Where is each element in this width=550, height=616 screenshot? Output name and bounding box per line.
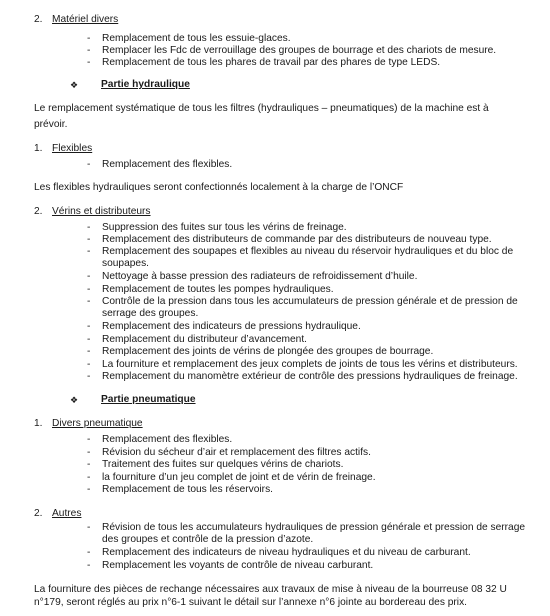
paragraph-line: Le remplacement systématique de tous les filtres (hydrauliques – pneumatiques) de la machine est à (34, 103, 489, 114)
section-heading-autres (34, 508, 82, 520)
section-number: 2. (34, 14, 43, 25)
diamond-bullet-icon: ❖ (70, 80, 79, 90)
section-title: Divers pneumatique (52, 418, 143, 429)
section-title: Autres (52, 508, 82, 519)
section-number: 2. (34, 206, 43, 217)
paragraph-line: Les flexibles hydrauliques seront confectionnés localement à la charge de l’ONCF (34, 182, 404, 193)
section-title: Flexibles (52, 143, 93, 154)
section-heading-verins (34, 206, 151, 218)
paragraph-line: prévoir. (34, 119, 68, 130)
part-title: Partie hydraulique (101, 79, 190, 90)
section-heading-pneumatique (34, 418, 143, 430)
section-heading-flexibles (34, 143, 93, 155)
section-title: Vérins et distributeurs (52, 206, 151, 217)
paragraph-line: La fourniture des pièces de rechange nécessaires aux travaux de mise à niveau de la bourreuse 08 32 U (34, 584, 507, 595)
paragraph-line: n°179, seront réglés au prix n°6-1 suivant le détail sur l’annexe n°6 jointe au bordereau des prix. (34, 597, 467, 608)
section-heading-materiel (34, 14, 119, 26)
document-page: 2. Matériel divers - Remplacement de tous les essuie-glaces. - Remplacer les Fdc de verrouillage des groupes de bourrage et des chariots de mesure. - Remplacement de tous les phares de travail par des phares de type LEDS. ❖ Partie hydraulique Le remplacement systématique de tous les filtres (hydrauliques – pneumatiques) de la machine est à prévoir. 1. Flexibles - Remplacement des flexibles. Les flexibles hydrauliques seront confectionnés localement à la charge de l’ONCF 2. Vérins et distributeurs - Suppression des fuites sur tous les vérins de freinage. - Remplacement des distributeurs de commande par des distributeurs de nouveau type. - Remplacement des soupapes et flexibles au niveau du réservoir hydrauliques et du bloc de soupapes. - Nettoyage à basse pression des radiateurs de refroidissement d’huile. - Remplacement de toutes les pompes hydrauliques. - Contrôle de la pression dans tous les accumulateurs de pression générale et de pression de serrage des groupes. - Remplacement des indicateurs de pressions hydraulique. - Remplacement du distributeur d’avancement. - Remplacement des joints de vérins de plongée des groupes de bourrage. - La fourniture et remplacement des jeux complets de joints de tous les vérins et distributeurs. - Remplacement du manomètre extérieur de contrôle des pressions hydrauliques de freinage. ❖ Partie pneumatique 1. Divers pneumatique - Remplacement des flexibles. - Révision du sécheur d’air et remplacement des filtres actifs. - Traitement des fuites sur quelques vérins de chariots. - la fourniture d’un jeu complet de joint et de vérin de freinage. - Remplacement de tous les réservoirs. 2. Autres - Révision de tous les accumulateurs hydrauliques de pression générale et pression de serrage des groupes et contrôle de la pression d’azote. - Remplacement des indicateurs de niveau hydrauliques et du niveau de carburant. - Remplacement les voyants de contrôle de niveau carburant. La fourniture des pièces de rechange nécessaires aux travaux de mise à niveau de la bourreuse 08 32 U n°179, seront réglés au prix n°6-1 suivant le détail sur l’annexe n°6 jointe au bordereau des prix. (34, 14, 526, 608)
section-number: 1. (34, 418, 43, 429)
diamond-bullet-icon: ❖ (70, 395, 79, 405)
section-title: Matériel divers (52, 14, 119, 25)
section-number: 1. (34, 143, 43, 154)
part-title: Partie pneumatique (101, 394, 196, 405)
section-number: 2. (34, 508, 43, 519)
